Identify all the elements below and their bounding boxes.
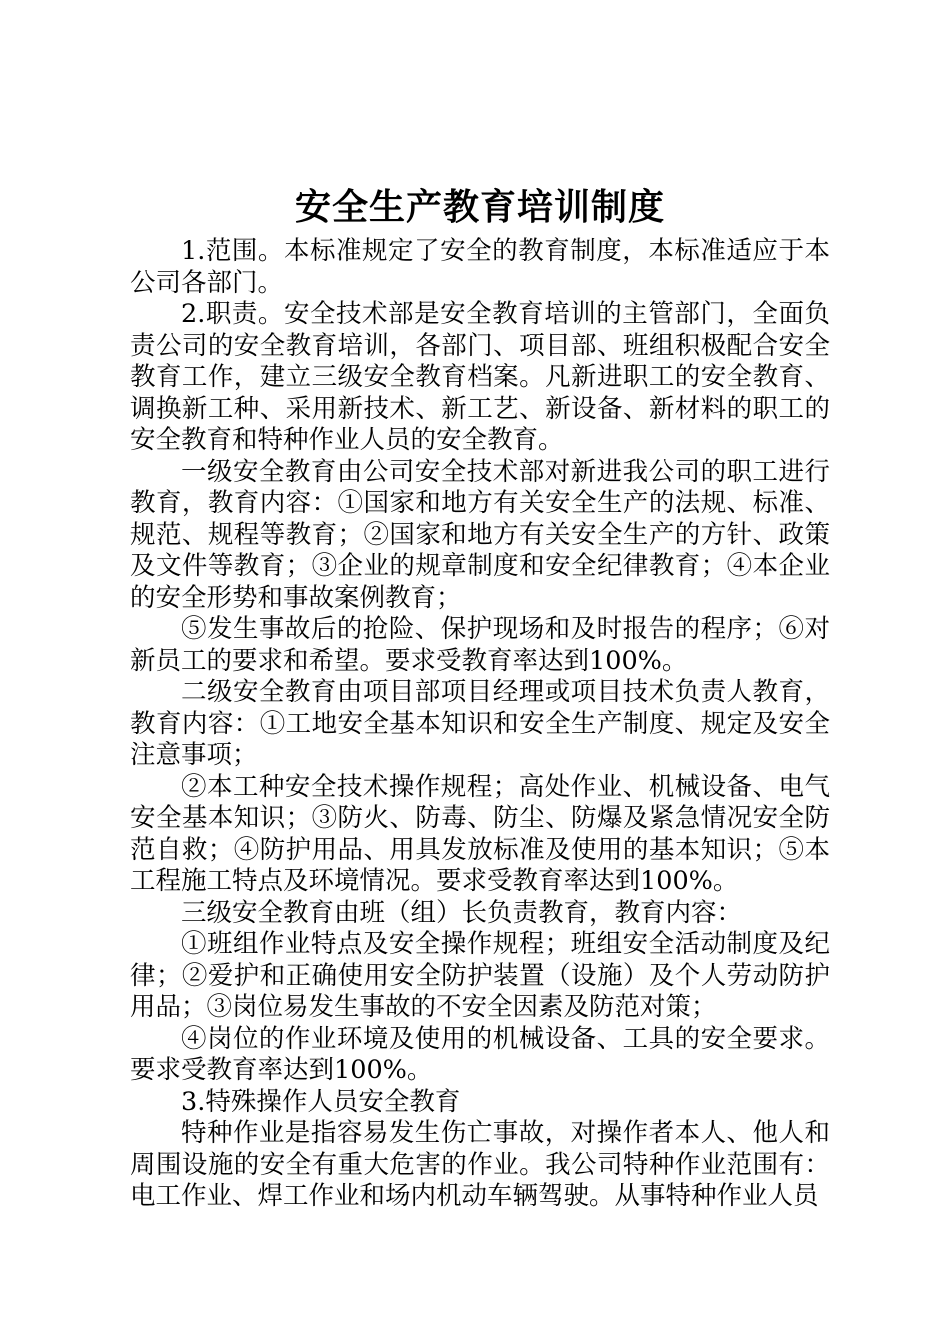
paragraph-level-one-continued: ⑤发生事故后的抢险、保护现场和及时报告的程序；⑥对新员工的要求和希望。要求受教育率达到100%。 bbox=[130, 614, 830, 676]
paragraph-level-two: 二级安全教育由项目部项目经理或项目技术负责人教育，教育内容：①工地安全基本知识和安全生产制度、规定及安全注意事项； bbox=[130, 677, 830, 770]
document-title: 安全生产教育培训制度 bbox=[294, 187, 665, 228]
paragraph-level-three-items: ①班组作业特点及安全操作规程；班组安全活动制度及纪律；②爱护和正确使用安全防护装置（设施）及个人劳动防护用品；③岗位易发生事故的不安全因素及防范对策； bbox=[130, 929, 830, 1022]
paragraph-level-two-continued: ②本工种安全技术操作规程；高处作业、机械设备、电气安全基本知识；③防火、防毒、防尘、防爆及紧急情况安全防范自救；④防护用品、用具发放标准及使用的基本知识；⑤本工程施工特点及环境情况。要求受教育率达到100%。 bbox=[130, 771, 830, 896]
paragraph-special-heading: 3.特殊操作人员安全教育 bbox=[181, 1086, 461, 1117]
document-body bbox=[130, 236, 830, 1213]
paragraph-level-three-continued: ④岗位的作业环境及使用的机械设备、工具的安全要求。要求受教育率达到100%。 bbox=[130, 1023, 830, 1085]
paragraph-scope: 1.范围。本标准规定了安全的教育制度，本标准适应于本公司各部门。 bbox=[130, 236, 830, 298]
paragraph-level-three: 三级安全教育由班（组）长负责教育，教育内容： bbox=[181, 897, 743, 928]
paragraph-duties: 2.职责。安全技术部是安全教育培训的主管部门，全面负责公司的安全教育培训，各部门、项目部、班组积极配合安全教育工作，建立三级安全教育档案。凡新进职工的安全教育、调换新工种、采用新技术、新工艺、新设备、新材料的职工的安全教育和特种作业人员的安全教育。 bbox=[130, 299, 830, 455]
paragraph-special-operations: 特种作业是指容易发生伤亡事故，对操作者本人、他人和周围设施的安全有重大危害的作业。我公司特种作业范围有：电工作业、焊工作业和场内机动车辆驾驶。从事特种作业人员 bbox=[130, 1118, 830, 1211]
paragraph-level-one: 一级安全教育由公司安全技术部对新进我公司的职工进行教育，教育内容：①国家和地方有关安全生产的法规、标准、规范、规程等教育；②国家和地方有关安全生产的方针、政策及文件等教育；③企业的规章制度和安全纪律教育；④本企业的安全形势和事故案例教育； bbox=[130, 456, 830, 613]
